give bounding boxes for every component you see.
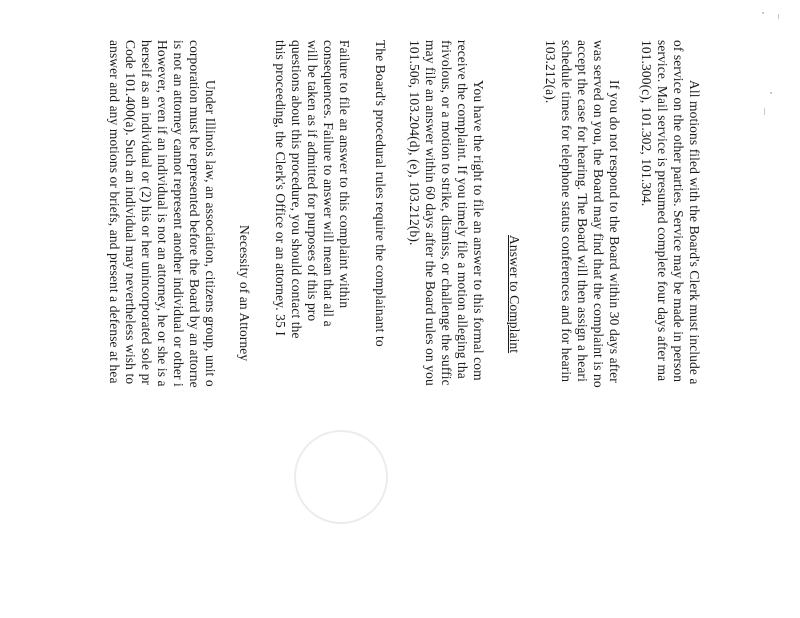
text-line: will be taken as if admitted for purposes of this pro (305, 40, 320, 322)
text-line: questions about this procedure, you should contact the (289, 40, 304, 339)
text-line: 103.212(a). (543, 40, 558, 104)
scan-dot (770, 92, 772, 94)
text-line: corporation must be represented before the Board by an attorne (187, 40, 202, 388)
text-line: schedule times for telephone status conferences and for hearin (559, 40, 574, 383)
text-line: this proceeding, the Clerk's Office or an attorney. 35 I (273, 40, 288, 336)
text-line: herself as an individual or (2) his or her unincorporated sole pr (139, 40, 154, 386)
text-line: consequences. Failure to answer will mean that all a (321, 40, 336, 327)
text-line: Code 101.400(a). Such an individual may nevertheless wish to (123, 40, 138, 385)
text-line: However, even if an individual is not an attorney, he or she is a (155, 40, 170, 387)
text-line: All motions filed with the Board's Clerk must include a (687, 80, 702, 385)
text-line: service. Mail service is presumed complete four days after ma (655, 40, 670, 382)
text-line: is not an attorney cannot represent another individual or other i (171, 40, 186, 387)
text-line: receive the complaint. If you timely file a motion alleging tha (455, 40, 470, 379)
text-line: The Board's procedural rules require the complainant to (373, 40, 388, 347)
section-heading: Necessity of an Attorney (237, 225, 252, 362)
text-line: Failure to file an answer to this complaint within (337, 40, 352, 309)
text-line: of service on the other parties. Service may be made in person (671, 40, 686, 383)
scan-dot (762, 12, 764, 14)
text-line: 101.506, 103.204(d), (e), 103.212(b). (407, 40, 422, 246)
text-line: answer and any motions or briefs, and present a defense at hea (107, 40, 122, 384)
scan-dot (778, 14, 779, 19)
text-line: accept the case for hearing. The Board will then assign a heari (575, 40, 590, 382)
text-line: You have the right to file an answer to this formal com (471, 80, 486, 381)
text-line: If you do not respond to the Board within 30 days after (607, 80, 622, 383)
faint-seal-watermark (294, 430, 388, 524)
rotated-document (107, 0, 718, 618)
text-line: Under Illinois law, an association, citizens group, unit o (203, 80, 218, 387)
text-line: was served on you, the Board may find that the complaint is no (591, 40, 606, 388)
section-heading: Answer to Complaint (507, 235, 522, 354)
text-line: frivolous, or a motion to strike, dismiss, or challenge the suffic (439, 40, 454, 386)
text-line: 101.300(c), 101.302, 101.304. (639, 40, 654, 207)
scan-dot (764, 108, 765, 115)
text-line: may file an answer within 60 days after the Board rules on you (423, 40, 438, 386)
